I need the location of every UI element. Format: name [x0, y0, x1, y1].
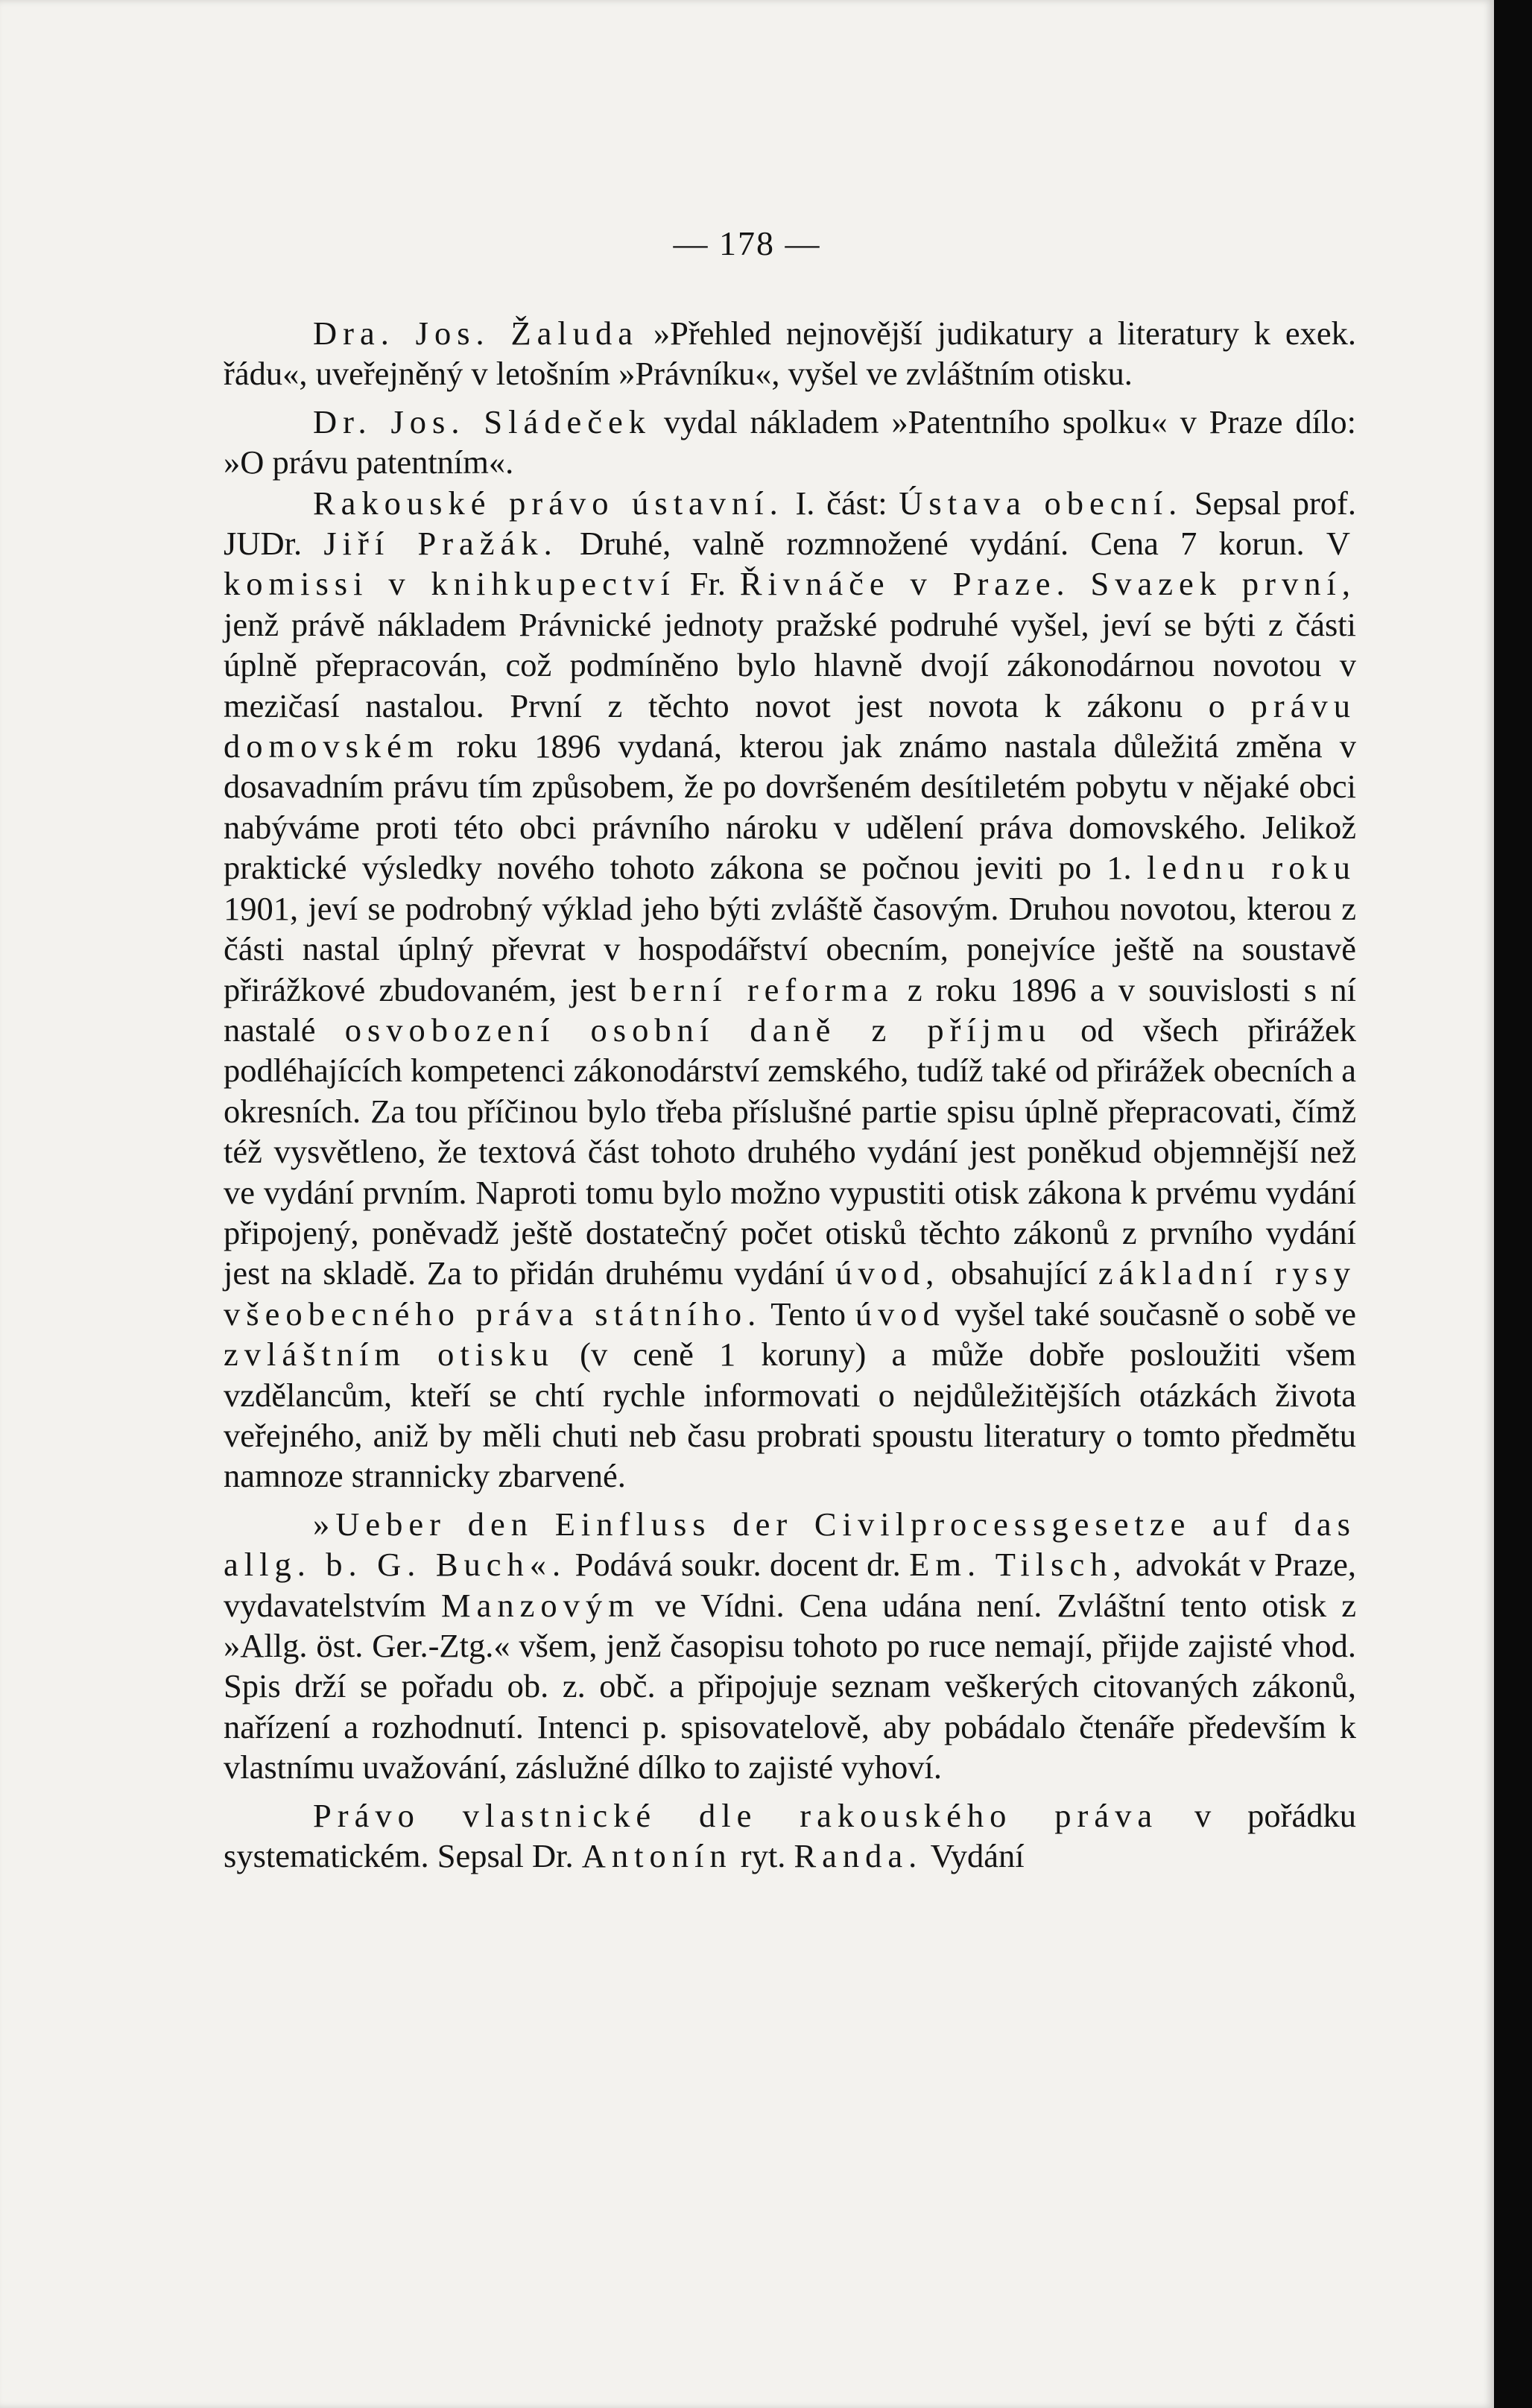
- text-segment: Sepsal prof. JUDr.: [224, 484, 1357, 563]
- emphasis-text: Řivnáče v Praze. Svazek první,: [739, 565, 1356, 603]
- emphasis-text: právu domovském: [224, 686, 1356, 765]
- paragraph-zaluda: [224, 313, 1356, 394]
- text-segment: ve Vídni. Cena udána není. Zvláštní tento otisk z »Allg. öst. Ger.-Ztg.« všem, jenž časopisu tohoto po ruce nemají, přijde zajisté vhod. Spis drží se pořadu ob. z. obč. a připojuje seznam veškerých citovaných zákonů, nařízení a rozhodnutí. Intenci p. spisovatelově, aby pobádalo čtenáře především k vlastnímu uvažování, záslužné dílko to zajisté vyhoví.: [224, 1586, 1356, 1786]
- text-segment: jenž právě nákladem Právnické jednoty pražské podruhé vyšel, jeví se býti z části úplně přepracován, což podmíněno bylo hlavně dvojí zákonodárnou novotou v mezičasí nastalou. První z těchto novot jest novota k zákonu o: [224, 605, 1356, 724]
- emphasis-text: základní rysy všeobecného práva státního.: [224, 1254, 1356, 1333]
- emphasis-text: zvláštním otisku: [224, 1336, 554, 1374]
- text-segment: ryt.: [732, 1837, 794, 1875]
- page-number: — 178 —: [673, 224, 821, 262]
- text-segment: vyšel také současně o sobě ve: [945, 1295, 1356, 1333]
- author-name: Dra. Jos. Žaluda: [313, 315, 639, 352]
- emphasis-text: úvod: [855, 1295, 946, 1333]
- body-text: [224, 313, 1356, 1876]
- emphasis-text: lednu roku: [1147, 849, 1356, 887]
- emphasis-text: berní reforma: [630, 970, 894, 1008]
- text-segment: Vydání: [922, 1837, 1025, 1875]
- text-segment: obsahující: [940, 1254, 1098, 1292]
- book-title: Rakouské právo ústavní.: [313, 484, 784, 522]
- text-segment: roku 1896 vydaná, kterou jak známo nastala důležitá změna v dosavadním právu tím způsobem, že po dovršeném desítiletém pobytu v nějaké obci nabýváme proti této obci právního nároku v udělení práva domovského. Jelikož praktické výsledky nového tohoto zákona se počnou jeviti po 1.: [224, 727, 1356, 887]
- author-name: Em. Tilsch,: [909, 1546, 1127, 1584]
- text-segment: od všech přirážek podléhajících kompetenci zákonodárství zemského, tudíž také od přirážek obecních a okresních. Za tou příčinou bylo třeba příslušné partie spisu úplně přepracovati, čímž též vysvětleno, že textová část tohoto druhého vydání jest poněkud objemnější než ve vydání prvním. Naproti tomu bylo možno vypustiti otisk zákona k prvému vydání připojený, poněvadž ještě dostatečný počet otisků těchto zákonů z prvního vydání jest na skladě. Za to přidán druhému vydání: [224, 1011, 1356, 1292]
- book-title: »Ueber den Einfluss der Civilprocessgesetze auf das allg. b. G. Buch«.: [224, 1505, 1356, 1584]
- emphasis-text: osvobození osobní daně z příjmu: [344, 1011, 1052, 1049]
- author-name: Randa.: [794, 1837, 923, 1875]
- publisher-name: Manzovým: [441, 1586, 640, 1624]
- text-segment: (v ceně 1 koruny) a může dobře posloužiti všem vzdělancům, kteří se chtí rychle informovati o nejdůležitějších otázkách života veřejného, aniž by měli chuti neb času probrati spoustu literatury o tomto předmětu namnoze strannicky zbarvené.: [224, 1336, 1356, 1495]
- emphasis-text: V komissi v knihkupectví: [224, 525, 1356, 603]
- emphasis-text: Ústava obecní.: [899, 484, 1183, 522]
- paragraph-ueber-den-einfluss: [224, 1504, 1356, 1788]
- text-segment: 1901, jeví se podrobný výklad jeho býti zvláště časovým. Druhou novotou, kterou z části nastal úplný převrat v hospodářství obecním, ponejvíce ještě na soustavě přirážkové zbudovaném, jest: [224, 889, 1356, 1008]
- book-title: Právo vlastnické dle rakouského práva: [313, 1796, 1159, 1834]
- emphasis-text: úvod,: [835, 1254, 940, 1292]
- text-segment: z roku 1896 a v souvislosti s ní nastalé: [224, 970, 1356, 1049]
- text-segment: Fr.: [675, 565, 740, 603]
- text-segment: Podává soukr. docent dr.: [566, 1546, 910, 1584]
- text-segment: Tento: [762, 1295, 855, 1333]
- author-name: Antonín: [581, 1837, 732, 1875]
- paragraph-rakouske-pravo: [224, 483, 1356, 1497]
- text-segment: advokát v Praze, vydavatelstvím: [224, 1546, 1356, 1624]
- text-segment: »Přehled nejnovější judikatury a literatury k exek. řádu«, uveřejněný v letošním »Právníku«, vyšel ve zvláštním otisku.: [224, 315, 1356, 393]
- text-segment: I. část:: [783, 484, 899, 522]
- text-segment: vydal nákladem »Patentního spolku« v Praze dílo: »O právu patentním«.: [224, 402, 1356, 481]
- author-name: Jiří Pražák.: [323, 525, 558, 563]
- text-segment: Druhé, valně rozmnožené vydání. Cena 7 korun.: [557, 525, 1326, 563]
- paragraph-pravo-vlastnicke: [224, 1795, 1356, 1877]
- text-segment: v pořádku systematickém. Sepsal Dr.: [224, 1796, 1356, 1875]
- paragraph-sladecek: [224, 402, 1356, 483]
- author-name: Dr. Jos. Sládeček: [313, 402, 651, 440]
